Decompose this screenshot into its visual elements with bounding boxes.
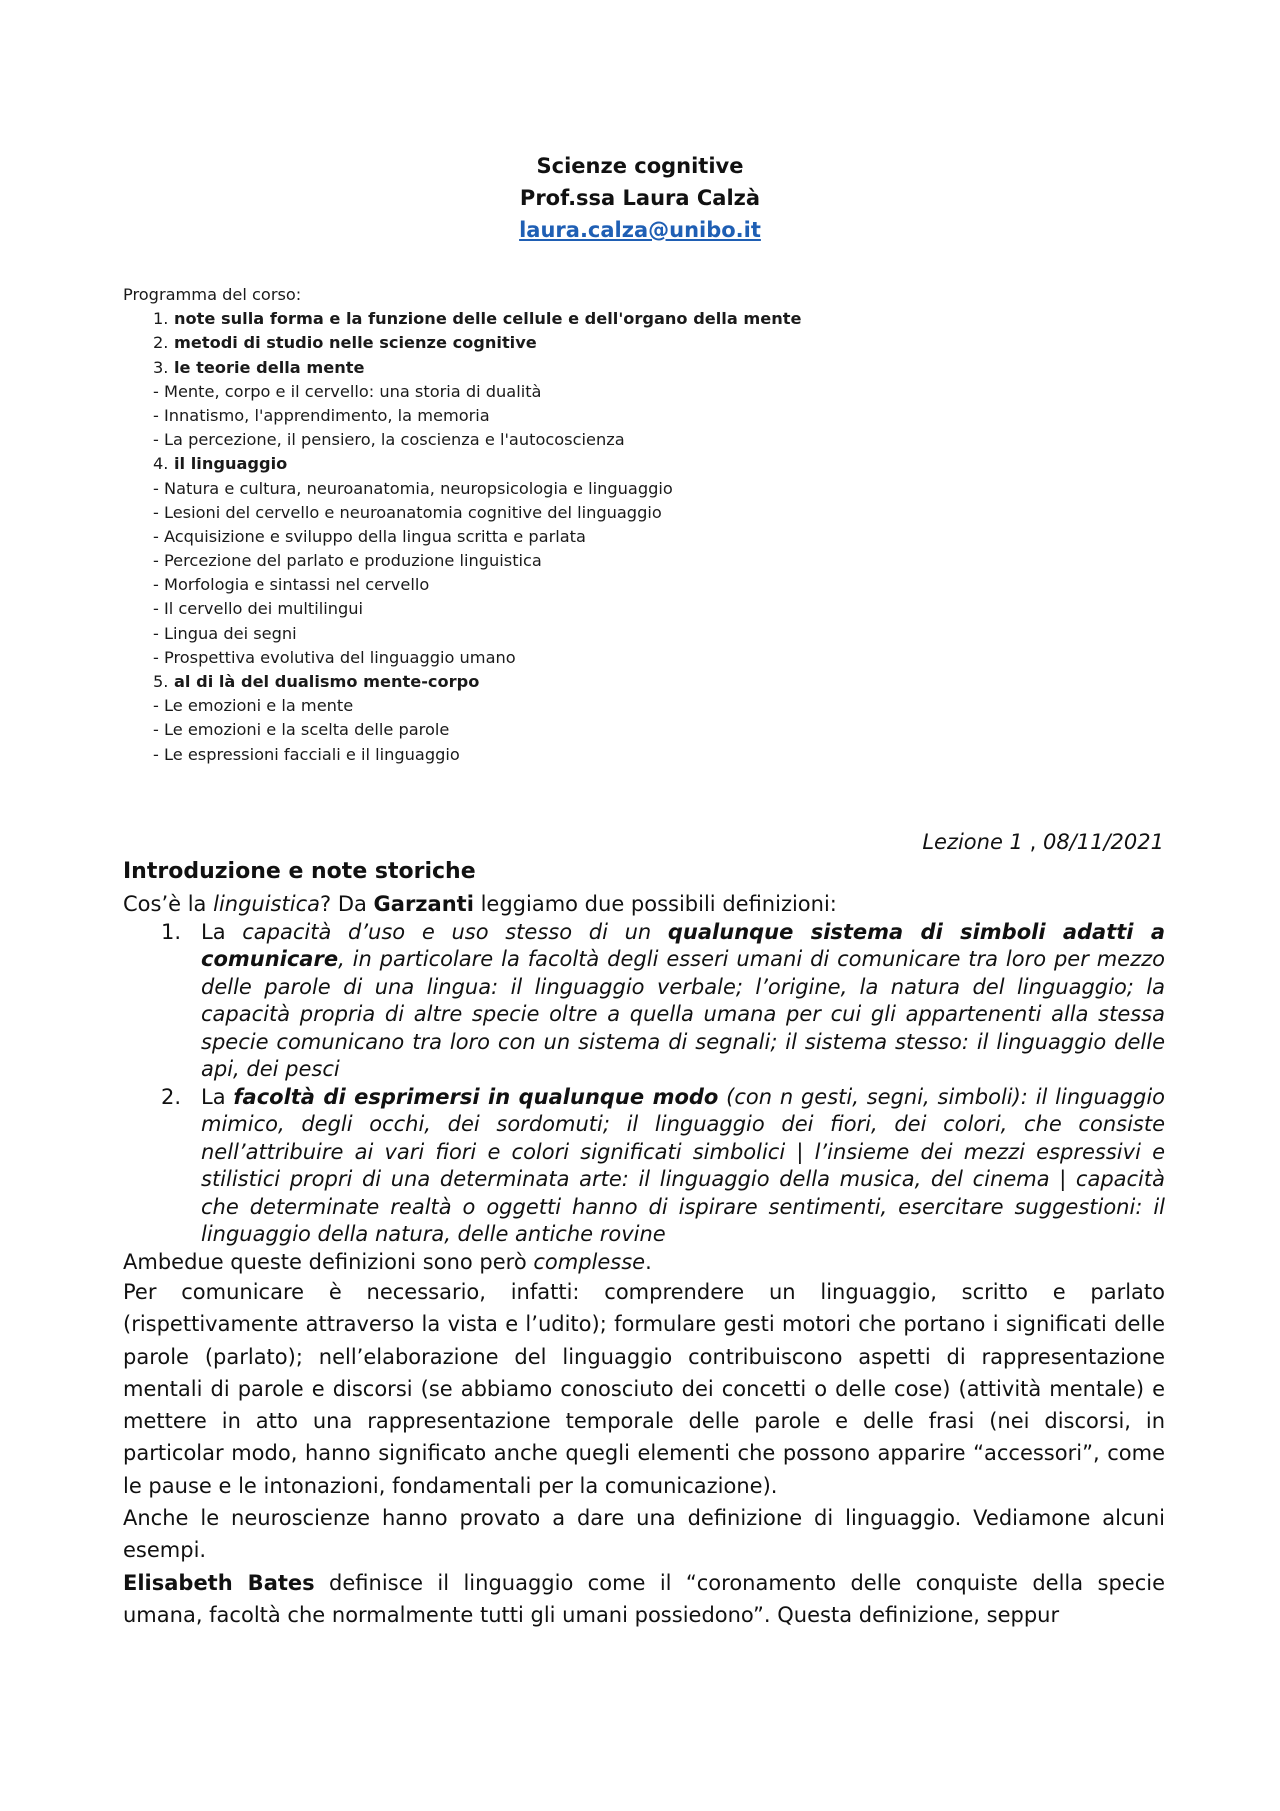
lesson-date-line: Lezione 1 , 08/11/2021: [922, 830, 1164, 854]
program-subitem: - Il cervello dei multilingui: [153, 599, 364, 619]
section-body: [123, 891, 1165, 1631]
program-subitem: - Mente, corpo e il cervello: una storia di dualità: [153, 381, 542, 401]
section-title: Introduzione e note storiche: [123, 859, 476, 884]
program-subitem: - Innatismo, l'apprendimento, la memoria: [153, 405, 490, 425]
lesson-label: Lezione 1: [922, 830, 1023, 854]
program-subitem: - Acquisizione e sviluppo della lingua scritta e parlata: [153, 526, 586, 546]
document-header: [0, 150, 1280, 246]
definition-item: 2. La facoltà di esprimersi in qualunque modo (con n gesti, segni, simboli): il linguaggio mimico, degli occhi, dei sordomuti; il linguaggio dei fiori, dei colori, che consiste nell’attribuire ai vari fiori e colori significati simbolici | l’insieme dei mezzi espressivi e stilistici propri di una determinata arte: il linguaggio della musica, del cinema | capacità che determinate realtà o oggetti hanno di ispirare sentimenti, esercitare suggestioni: il linguaggio della natura, delle antiche rovine: [161, 1084, 1166, 1246]
program-item: 1. note sulla forma e la funzione delle cellule e dell'organo della mente: [153, 309, 802, 329]
email-link[interactable]: laura.calza@unibo.it: [519, 218, 761, 242]
professor-name: Prof.ssa Laura Calzà: [519, 186, 761, 210]
paragraph: Per comunicare è necessario, infatti: comprendere un linguaggio, scritto e parlato (rispettivamente attraverso la vista e l’udito); formulare gesti motori che portano i significati delle parole (parlato); nell’elaborazione del linguaggio contribuiscono aspetti di rappresentazione mentali di parole e discorsi (se abbiamo conosciuto dei concetti o delle cose) (attività mentale) e mettere in atto una rappresentazione temporale delle parole e delle frasi (nei discorsi, in particolar modo, hanno significato anche quegli elementi che possono apparire “accessori”, come le pause e le intonazioni, fondamentali per la comunicazione).: [123, 1280, 1165, 1498]
program-subitem: - Prospettiva evolutiva del linguaggio umano: [153, 647, 516, 667]
program-subitem: - Natura e cultura, neuroanatomia, neuropsicologia e linguaggio: [153, 478, 673, 498]
definition-item: 1. La capacità d’uso e uso stesso di un qualunque sistema di simboli adatti a comunicare, in particolare la facoltà degli esseri umani di comunicare tra loro per mezzo delle parole di una lingua: il linguaggio verbale; l’origine, la natura del linguaggio; la capacità propria di altre specie oltre a quella umana per cui gli appartenenti alla stessa specie comunicano tra loro con un sistema di segnali; il sistema stesso: il linguaggio delle api, dei pesci: [161, 919, 1165, 1081]
program-item: 5. al di là del dualismo mente-corpo: [153, 672, 480, 691]
program-subitem: - Percezione del parlato e produzione linguistica: [153, 551, 542, 571]
program-item: 2. metodi di studio nelle scienze cognitive: [153, 333, 537, 353]
program-item: 3. le teorie della mente: [153, 357, 365, 377]
program-subitem: - Le emozioni e la scelta delle parole: [153, 720, 450, 740]
intro-question: Cos’è la linguistica? Da Garzanti leggiamo due possibili definizioni:: [123, 892, 837, 916]
lesson-date: 08/11/2021: [1042, 830, 1164, 854]
paragraph: Anche le neuroscienze hanno provato a dare una definizione di linguaggio. Vediamone alcuni esempi.: [123, 1506, 1165, 1563]
definitions-list: [123, 919, 1165, 1249]
program-heading: Programma del corso:: [123, 285, 302, 304]
program-subitem: - Le espressioni facciali e il linguaggio: [153, 744, 460, 764]
program-subitem: - Lesioni del cervello e neuroanatomia cognitive del linguaggio: [153, 502, 662, 522]
definitions-note: Ambedue queste definizioni sono però complesse.: [123, 1249, 652, 1274]
program-subitem: - Lingua dei segni: [153, 623, 297, 643]
paragraph: Elisabeth Bates definisce il linguaggio come il “coronamento delle conquiste della specie umana, facoltà che normalmente tutti gli umani possiedono”. Questa definizione, seppur: [123, 1570, 1165, 1627]
course-program: [123, 283, 1163, 767]
program-subitem: - La percezione, il pensiero, la coscienza e l'autocoscienza: [153, 430, 625, 450]
course-title: Scienze cognitive: [536, 154, 744, 178]
program-item: 4. il linguaggio: [153, 454, 288, 474]
program-subitem: - Morfologia e sintassi nel cervello: [153, 575, 430, 595]
program-subitem: - Le emozioni e la mente: [153, 696, 354, 716]
